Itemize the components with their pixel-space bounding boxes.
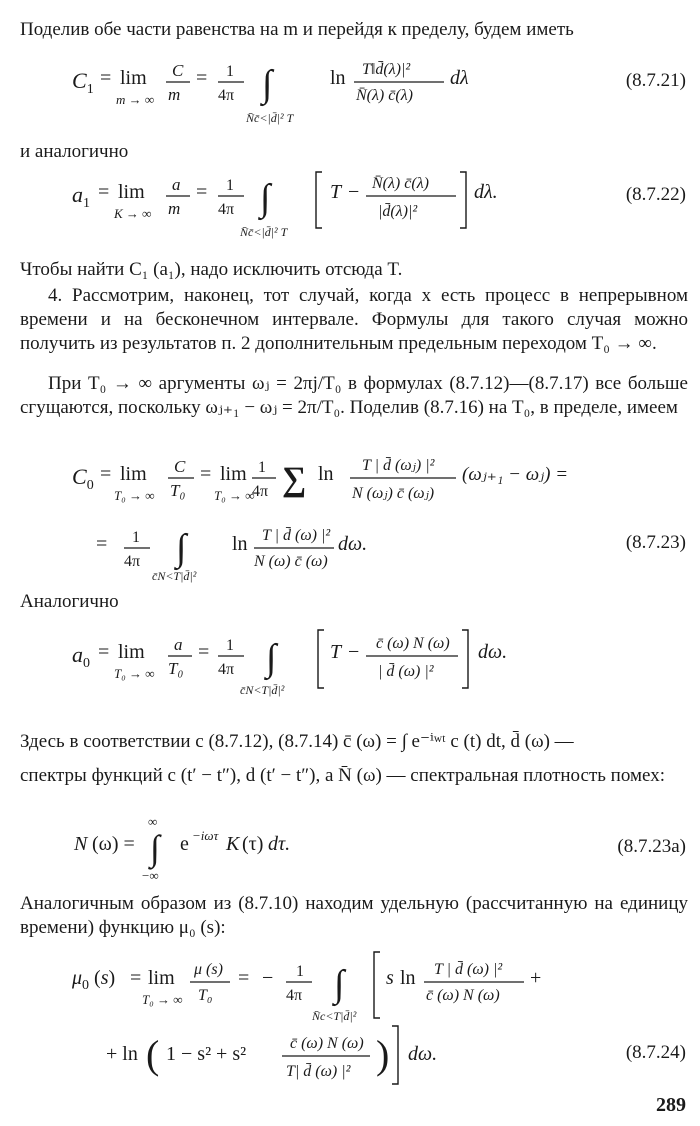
svg-text:−iωτ: −iωτ: [192, 828, 219, 843]
svg-text:∫: ∫: [262, 63, 273, 105]
svg-text:| d̄ (ω) |²: | d̄ (ω) |²: [378, 663, 434, 680]
svg-text:=: =: [98, 181, 110, 203]
svg-text:T₀: T₀: [198, 987, 213, 1004]
svg-text:T₀: T₀: [168, 659, 184, 678]
svg-text:1: 1: [132, 529, 140, 546]
svg-text:∫: ∫: [260, 177, 271, 219]
svg-text:a: a: [174, 635, 183, 654]
svg-text:μ0 (s): $\mu_0$ (s): [72, 967, 116, 993]
paragraph-5: При T₀ → ∞ аргументы ωⱼ = 2πj/T₀ в формулах (8.7.12)—(8.7.17) все больше сгущаются, поскольку ωⱼ₊₁ − ωⱼ = 2π/T₀. Поделив (8.7.16) на T₀, в пределе, имеем: [20, 373, 688, 418]
equation-8-7-23-formula: [0, 446, 620, 586]
svg-text:T: T: [330, 641, 342, 663]
svg-text:∫: ∫: [334, 963, 345, 1005]
svg-text:=: =: [100, 67, 112, 89]
svg-text:a0: $a_0$: [72, 642, 90, 671]
svg-text:=: =: [98, 641, 110, 663]
svg-text:T‖d̄(λ)|²: T‖d̄(λ)|²: [362, 61, 411, 78]
paragraph-3: Чтобы найти C₁ (a₁), надо исключить отсюда T.: [20, 259, 403, 280]
equation-8-7-22-formula: [0, 166, 600, 246]
svg-text:+: +: [530, 967, 542, 989]
svg-text:=: =: [96, 533, 108, 555]
svg-text:−: −: [262, 967, 274, 989]
svg-text:=: =: [196, 181, 208, 203]
svg-text:∑: ∑: [282, 461, 307, 498]
paragraph-9: Аналогичным образом из (8.7.10) находим удельную (рассчитанную на единицу времени) функцию μ₀ (s):: [20, 893, 688, 938]
svg-text:N: N: [74, 833, 88, 855]
svg-text:N (ωⱼ) c̄ (ωⱼ): N (ωⱼ) c̄ (ωⱼ): [352, 485, 435, 502]
svg-text:lim: lim: [148, 967, 175, 989]
svg-text:4π: 4π: [252, 483, 269, 500]
paragraph-4: 4. Рассмотрим, наконец, тот случай, когда x есть процесс в непрерывном времени и на бесконечном интервале. Формулы для такого случая можно получить из результатов п. 2 дополнительным предельным переходом T₀ → ∞.: [20, 285, 688, 354]
svg-text:T₀: T₀: [170, 481, 186, 500]
svg-text:lim: lim: [120, 463, 147, 485]
paragraph-2: и аналогично: [20, 141, 129, 162]
svg-text:4π: 4π: [218, 661, 235, 678]
svg-text:lim: lim: [118, 641, 145, 663]
svg-text:lim: lim: [220, 463, 247, 485]
svg-text:lim: lim: [120, 67, 147, 89]
svg-text:1: 1: [296, 963, 304, 980]
equation-8-7-23a: [0, 810, 700, 886]
equation-number-8-7-23a: (8.7.23a): [617, 836, 686, 857]
svg-text:dω.: dω.: [338, 533, 368, 555]
svg-text:K: K: [226, 833, 240, 855]
svg-text:ln: ln: [400, 967, 416, 989]
svg-text:=: =: [130, 967, 142, 989]
svg-text:=: =: [200, 463, 212, 485]
svg-text:=: =: [100, 463, 112, 485]
equation-8-7-23: [0, 446, 700, 586]
svg-text:=: =: [196, 67, 208, 89]
svg-text:dω.: dω.: [408, 1043, 438, 1065]
svg-text:T | d̄ (ωⱼ) |²: T | d̄ (ωⱼ) |²: [362, 457, 435, 474]
equation-8-7-21: [0, 52, 700, 132]
svg-text:N̄(λ) c̄(λ): N̄(λ) c̄(λ): [372, 175, 429, 192]
svg-text:T: T: [330, 181, 342, 203]
svg-text:N̄(λ) c̄(λ): N̄(λ) c̄(λ): [356, 87, 413, 104]
svg-text:∫: ∫: [176, 527, 187, 569]
svg-text:c̄ (ω) N (ω): c̄ (ω) N (ω): [426, 987, 500, 1004]
equation-number-8-7-24: (8.7.24): [625, 1042, 686, 1063]
equation-number-8-7-22: (8.7.22): [625, 184, 686, 205]
svg-text:C0: $C_0$: [72, 464, 94, 493]
svg-text:dτ.: dτ.: [268, 833, 291, 855]
svg-text:(τ): (τ): [242, 833, 264, 855]
svg-text:N̄c<T|d̄|²: N̄c<T|d̄|²: [312, 1009, 357, 1023]
svg-text:): ): [376, 1032, 390, 1077]
svg-text:K → ∞: K → ∞: [114, 206, 152, 221]
svg-text:T| d̄ (ω) |²: T| d̄ (ω) |²: [286, 1063, 351, 1080]
equation-a0: [0, 622, 700, 702]
svg-text:T | d̄ (ω) |²: T | d̄ (ω) |²: [262, 527, 331, 544]
svg-text:lim: lim: [118, 181, 145, 203]
svg-text:μ (s): μ (s): [194, 961, 223, 978]
svg-text:(: (: [146, 1032, 160, 1077]
svg-text:|d̄(λ)|²: |d̄(λ)|²: [378, 203, 418, 220]
svg-text:∫: ∫: [266, 637, 277, 679]
svg-text:∫: ∫: [150, 828, 160, 868]
svg-text:4π: 4π: [218, 87, 235, 104]
equation-8-7-24-formula: [0, 944, 620, 1090]
svg-text:(ω) =: (ω) =: [92, 833, 135, 855]
svg-text:1: 1: [226, 637, 234, 654]
svg-text:dλ: dλ: [450, 67, 469, 89]
equation-a0-formula: [0, 622, 600, 702]
svg-text:N̄c̄<|d̄|² T: N̄c̄<|d̄|² T: [246, 111, 294, 125]
svg-text:4π: 4π: [124, 553, 141, 570]
equation-8-7-23a-formula: [0, 810, 600, 886]
svg-text:−: −: [348, 181, 360, 203]
svg-text:e: e: [180, 833, 189, 855]
paragraph-8: спектры функций c (t′ − t″), d (t′ − t″), а N̄ (ω) — спектральная плотность помех:: [20, 765, 665, 786]
svg-text:N (ω) c̄ (ω): N (ω) c̄ (ω): [254, 553, 328, 570]
svg-text:c̄N<T|d̄|²: c̄N<T|d̄|²: [240, 683, 285, 697]
svg-text:4π: 4π: [218, 201, 235, 218]
svg-text:−: −: [348, 641, 360, 663]
svg-text:m → ∞: m → ∞: [116, 92, 155, 107]
svg-text:c̄ (ω) N (ω): c̄ (ω) N (ω): [290, 1035, 364, 1052]
svg-text:=: =: [198, 641, 210, 663]
svg-text:dλ.: dλ.: [474, 181, 498, 203]
svg-text:−∞: −∞: [142, 868, 159, 883]
svg-text:T₀ → ∞: T₀ → ∞: [114, 488, 155, 503]
page-number: 289: [656, 1094, 686, 1116]
svg-text:+ ln: + ln: [106, 1043, 138, 1065]
svg-text:C1: $C_1$: [72, 68, 94, 97]
svg-text:ln: ln: [232, 533, 248, 555]
svg-text:c̄ (ω) N (ω): c̄ (ω) N (ω): [376, 635, 450, 652]
paragraph-7: Здесь в соответствии с (8.7.12), (8.7.14) c̄ (ω) = ∫ e⁻ⁱʷᵗ c (t) dt, d̄ (ω) —: [20, 731, 574, 752]
svg-text:C: C: [174, 457, 186, 476]
svg-text:c̄N<T|d̄|²: c̄N<T|d̄|²: [152, 569, 197, 583]
svg-text:1 − s² + s²: 1 − s² + s²: [166, 1043, 247, 1065]
paragraph-6: Аналогично: [20, 591, 119, 612]
paragraph-1: Поделив обе части равенства на m и перейдя к пределу, будем иметь: [20, 19, 574, 40]
svg-text:N̄c̄<|d̄|² T: N̄c̄<|d̄|² T: [240, 225, 288, 239]
svg-text:T₀ → ∞: T₀ → ∞: [114, 666, 155, 681]
svg-text:s: s: [386, 967, 394, 989]
svg-text:T | d̄ (ω) |²: T | d̄ (ω) |²: [434, 961, 503, 978]
equation-number-8-7-21: (8.7.21): [625, 70, 686, 91]
svg-text:a: a: [172, 175, 181, 194]
equation-number-8-7-23: (8.7.23): [625, 532, 686, 553]
svg-text:1: 1: [258, 459, 266, 476]
svg-text:ln: ln: [318, 463, 334, 485]
equation-8-7-21-formula: [0, 52, 600, 132]
svg-text:dω.: dω.: [478, 641, 508, 663]
svg-text:C: C: [172, 61, 184, 80]
svg-text:(ωⱼ₊₁ − ωⱼ) =: (ωⱼ₊₁ − ωⱼ) =: [462, 464, 569, 485]
svg-text:T₀ → ∞: T₀ → ∞: [214, 488, 255, 503]
svg-text:a1: $a_1$: [72, 182, 90, 211]
svg-text:=: =: [238, 967, 250, 989]
svg-text:1: 1: [226, 177, 234, 194]
equation-8-7-22: [0, 166, 700, 246]
svg-text:m: m: [168, 199, 181, 218]
svg-text:T₀ → ∞: T₀ → ∞: [142, 992, 183, 1007]
equation-8-7-24: [0, 944, 700, 1090]
svg-text:∞: ∞: [148, 814, 158, 829]
svg-text:ln: ln: [330, 67, 346, 89]
svg-text:4π: 4π: [286, 987, 303, 1004]
svg-text:1: 1: [226, 63, 234, 80]
svg-text:m: m: [168, 85, 181, 104]
